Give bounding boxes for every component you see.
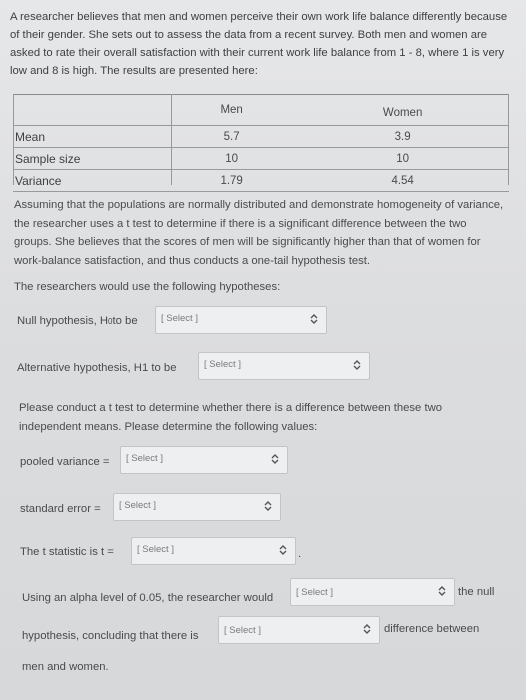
cell-men-sample-size: 10 [167, 148, 296, 170]
row-label-variance: Variance [13, 170, 167, 192]
table-border-left [13, 94, 14, 185]
chevron-up-down-icon [438, 585, 446, 597]
table-row [13, 126, 509, 148]
chevron-up-down-icon [279, 544, 287, 556]
select-placeholder: [ Select ] [204, 359, 241, 370]
table-header-women: Women [296, 95, 509, 126]
conduct-text: Please conduct a t test to determine whether there is a difference between these two independent means. Please determine the following values: [19, 402, 443, 433]
cell-women-mean: 3.9 [296, 126, 509, 148]
select-placeholder: [ Select ] [161, 313, 198, 324]
chevron-up-down-icon [363, 623, 371, 635]
row-label-sample-size: Sample size [13, 148, 167, 170]
cell-women-sample-size: 10 [296, 148, 509, 170]
alpha-text-post: the null [458, 586, 495, 598]
select-placeholder: [ Select ] [119, 500, 156, 511]
table-border-mid [171, 94, 172, 185]
cell-men-variance: 1.79 [167, 170, 296, 192]
cell-men-mean: 5.7 [167, 126, 296, 148]
chevron-up-down-icon [271, 453, 279, 465]
results-table [13, 94, 509, 192]
standard-error-select[interactable] [113, 493, 281, 521]
conclusion-text-pre: hypothesis, concluding that there is [22, 630, 199, 642]
alpha-text-pre: Using an alpha level of 0.05, the researcher would [22, 592, 274, 604]
null-hypothesis-label [17, 315, 138, 327]
reject-decision-select[interactable] [290, 578, 455, 606]
question-intro: A researcher believes that men and women perceive their own work life balance differently because of their gender. She sets out to assess the data from a recent survey. Both men and women are asked to rate their overall satisfaction with their current work life balance from 1 - 8, where 1 is very low and 8 is high. The results are presented here: [10, 11, 508, 77]
pooled-variance-select[interactable] [120, 446, 288, 474]
conclusion-text-post: difference between [384, 623, 480, 635]
table-header-row [13, 95, 509, 126]
difference-select[interactable] [218, 616, 380, 644]
t-statistic-select[interactable] [131, 537, 296, 565]
chevron-up-down-icon [310, 313, 318, 325]
table-header-men: Men [167, 95, 296, 126]
null-label-pre: Null hypothesis, H [17, 315, 109, 327]
chevron-up-down-icon [264, 500, 272, 512]
assumption-text: Assuming that the populations are normally distributed and demonstrate homogeneity of variance, the researcher uses a t test to determine if there is a significant difference between the two groups. She believes that the scores of men will be significantly higher than that of women for work-balance satisfaction, and thus conducts a one-tail hypothesis test. [14, 199, 504, 267]
select-placeholder: [ Select ] [137, 544, 174, 555]
alt-hypothesis-label: Alternative hypothesis, H1 to be [17, 362, 177, 374]
closing-text: men and women. [22, 661, 109, 673]
select-placeholder: [ Select ] [224, 625, 261, 636]
table-border-right [508, 94, 509, 185]
alt-hypothesis-select[interactable] [198, 352, 370, 380]
table-header-cell [13, 95, 167, 126]
cell-women-variance: 4.54 [296, 170, 509, 192]
t-statistic-label: The t statistic is t = [20, 546, 114, 558]
null-label-post: to be [112, 315, 138, 327]
select-placeholder: [ Select ] [296, 587, 333, 598]
select-placeholder: [ Select ] [126, 453, 163, 464]
table-row [13, 170, 509, 192]
null-hypothesis-select[interactable] [155, 306, 327, 334]
chevron-up-down-icon [353, 359, 361, 371]
standard-error-label: standard error = [20, 503, 101, 515]
null-label-sub: 0 [108, 316, 113, 326]
table-row [13, 148, 509, 170]
pooled-variance-label: pooled variance = [20, 456, 110, 468]
hypotheses-intro: The researchers would use the following hypotheses: [14, 281, 281, 293]
row-label-mean: Mean [13, 126, 167, 148]
t-statistic-period: . [298, 548, 302, 560]
